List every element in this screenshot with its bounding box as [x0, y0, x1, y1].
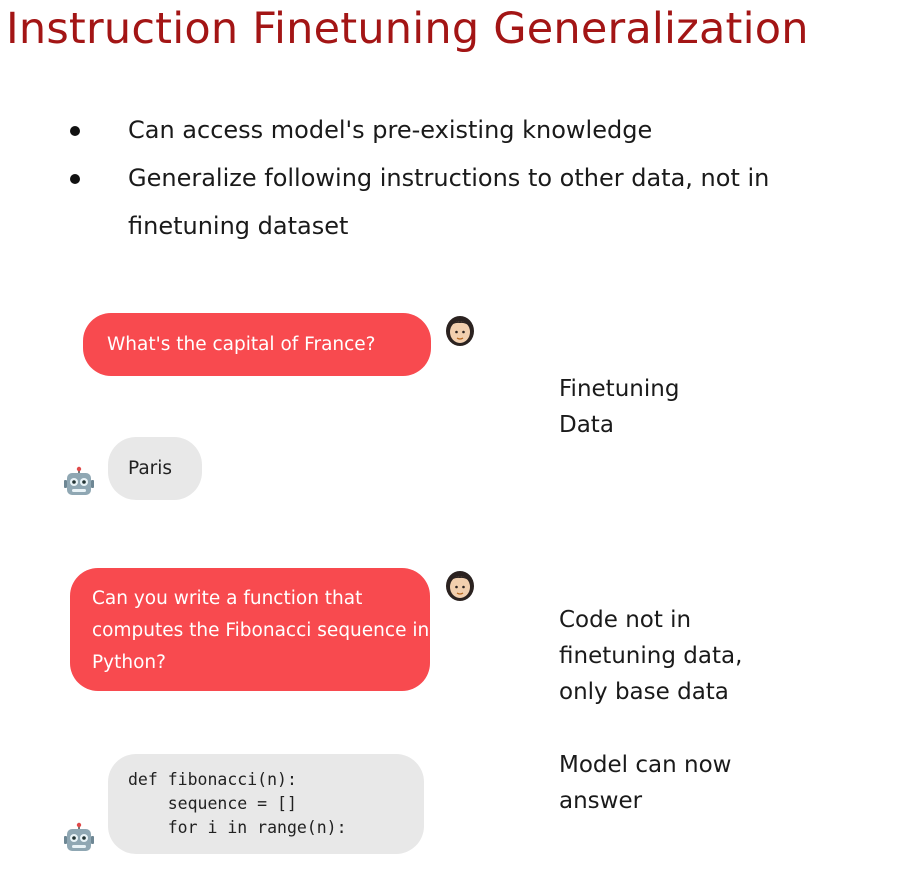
note-code-not-in-finetuning	[559, 602, 742, 710]
bot-code-bubble	[108, 754, 424, 854]
note-line: Model can now	[559, 752, 732, 778]
woman-face-icon	[443, 568, 477, 602]
code-line: sequence = []	[128, 794, 297, 813]
user-message-bubble	[83, 313, 431, 376]
bot-message-text: Paris	[128, 458, 173, 479]
code-line: for i in range(n):	[128, 818, 347, 837]
bullet-item	[66, 154, 848, 250]
user-message-bubble	[70, 568, 430, 691]
user-message-text: What's the capital of France?	[107, 334, 376, 355]
note-model-can-answer	[559, 747, 731, 819]
page-title: Instruction Finetuning Generalization	[6, 4, 809, 54]
bullet-text: Can access model's pre-existing knowledge	[128, 116, 653, 144]
bullet-text: Generalize following instructions to other data, not in finetuning dataset	[128, 164, 770, 240]
bullet-list	[66, 106, 848, 250]
user-message-text: Can you write a function that computes the Fibonacci sequence in Python?	[92, 588, 430, 673]
robot-face-icon	[62, 466, 96, 500]
note-line: Code not in	[559, 607, 692, 633]
woman-face-icon	[443, 313, 477, 347]
note-line: only base data	[559, 679, 729, 705]
note-line: Finetuning	[559, 376, 680, 402]
bullet-dot	[70, 126, 80, 136]
note-line: Data	[559, 412, 614, 438]
bullet-item	[66, 106, 848, 154]
bot-message-bubble	[108, 437, 202, 500]
note-finetuning-data	[559, 371, 679, 443]
code-line: def fibonacci(n):	[128, 770, 297, 789]
bullet-dot	[70, 174, 80, 184]
note-line: answer	[559, 788, 643, 814]
note-line: finetuning data,	[559, 643, 743, 669]
robot-face-icon	[62, 822, 96, 856]
